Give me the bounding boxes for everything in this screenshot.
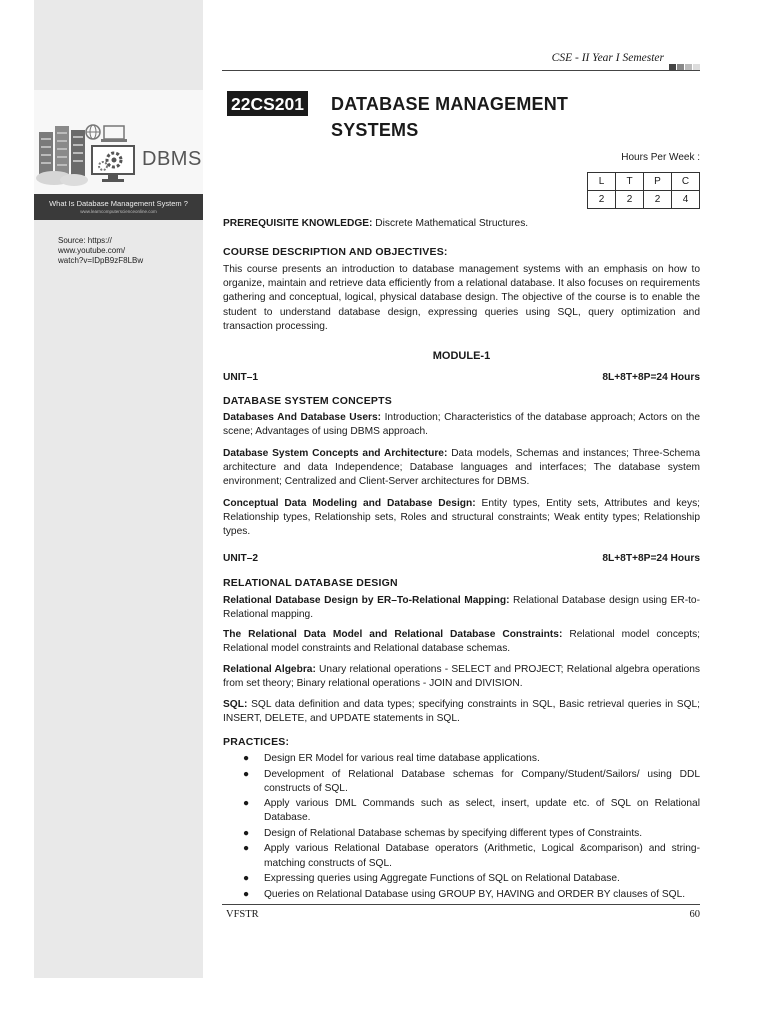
- unit2-topic: [223, 663, 700, 691]
- unit1-topic: [223, 411, 700, 439]
- prerequisite-text: Discrete Mathematical Structures.: [372, 218, 529, 229]
- course-title-line: SYSTEMS: [331, 120, 419, 140]
- hours-per-week-label: Hours Per Week :: [621, 152, 700, 163]
- database-server-illustration: [34, 90, 203, 194]
- list-item-text: Development of Relational Database schemas for Company/Student/Sailors/ using DDL constructs of SQL.: [264, 768, 700, 794]
- ltpc-value-cell: 2: [644, 191, 672, 209]
- unit2-topic: [223, 628, 700, 656]
- topic-label: The Relational Data Model and Relational Database Constraints:: [223, 629, 563, 640]
- topic-text: Introduction; Characteristics of the database approach; Actors on the scene; Advantages of using DBMS approach.: [223, 412, 700, 438]
- unit2-label: UNIT–2: [223, 553, 259, 564]
- unit1-topic: [223, 497, 700, 540]
- topic-text: SQL data definition and data types; specifying constraints in SQL, Basic retrieval queries in SQL; INSERT, DELETE, and UPDATE statements in SQL.: [223, 699, 700, 725]
- prerequisite-label: PREREQUISITE KNOWLEDGE:: [223, 218, 373, 229]
- page-footer: [222, 904, 700, 920]
- bullet-icon: ●: [243, 827, 250, 839]
- semester-label: CSE - II Year I Semester: [551, 52, 664, 64]
- description-heading: COURSE DESCRIPTION AND OBJECTIVES:: [223, 246, 448, 258]
- source-citation: [58, 236, 168, 266]
- topic-text: Unary relational operations - SELECT and PROJECT; Relational algebra operations from set theory; Binary relational operations - JOIN and DIVISION.: [223, 664, 700, 690]
- thumbnail-caption-text: What Is Database Management System ?: [49, 199, 188, 208]
- source-line[interactable]: www.youtube.com/: [58, 246, 126, 255]
- ltpc-header-cell: C: [672, 173, 700, 191]
- ltpc-value-cell: 4: [672, 191, 700, 209]
- list-item-text: Expressing queries using Aggregate Functions of SQL on Relational Database.: [264, 873, 620, 885]
- bullet-icon: ●: [243, 873, 250, 885]
- unit2-topic: [223, 594, 700, 622]
- list-item: [243, 752, 700, 766]
- page-number: 60: [689, 909, 700, 920]
- ltpc-header-cell: L: [588, 173, 616, 191]
- source-line[interactable]: watch?v=IDpB9zF8LBw: [58, 256, 144, 265]
- topic-text: Data models, Schemas and instances; Three-Schema architecture and data Independence; Database languages and interfaces; The database system environment; Centralized and Client-Server architectures for DBMS.: [223, 448, 700, 488]
- list-item-text: Queries on Relational Database using GROUP BY, HAVING and ORDER BY clauses of SQL.: [264, 888, 686, 900]
- bullet-icon: ●: [243, 768, 250, 780]
- thumbnail-caption: [34, 194, 203, 220]
- unit2-heading: RELATIONAL DATABASE DESIGN: [223, 577, 398, 589]
- thumbnail-subcaption: www.learncomputerscienceonline.com: [80, 209, 157, 214]
- topic-label: Database System Concepts and Architecture:: [223, 448, 448, 459]
- page-header: [222, 52, 700, 71]
- list-item: [243, 797, 700, 825]
- ltpc-header-row: [588, 173, 700, 191]
- list-item: [243, 827, 700, 841]
- topic-label: Conceptual Data Modeling and Database Design:: [223, 498, 476, 509]
- list-item: [243, 768, 700, 796]
- list-item: [243, 888, 700, 902]
- list-item-text: Apply various Relational Database operators (Arithmetic, Logical &comparison) and string-matching constructs of SQL.: [264, 843, 700, 869]
- course-title-line: DATABASE MANAGEMENT: [331, 94, 569, 114]
- footer-institution: VFSTR: [226, 909, 259, 920]
- topic-text: Entity types, Entity sets, Attributes and keys; Relationship types, Relationship sets, Roles and structural constraints; Weak entity types; Relationship types.: [223, 498, 700, 538]
- unit1-label: UNIT–1: [223, 372, 259, 383]
- list-item-text: Design ER Model for various real time database applications.: [264, 753, 540, 764]
- course-title: [331, 91, 568, 143]
- practices-list: [243, 752, 700, 903]
- list-item-text: Apply various DML Commands such as select, insert, update etc. of SQL on Relational Database.: [264, 798, 700, 824]
- bullet-icon: ●: [243, 888, 250, 900]
- ltpc-header-cell: P: [644, 173, 672, 191]
- source-line: Source: https://: [58, 236, 112, 245]
- topic-text: Relational model concepts; Relational model constraints and Relational database schemas.: [223, 629, 700, 655]
- ltpc-table: [587, 172, 700, 209]
- unit2-row: [223, 553, 700, 564]
- header-ornament: [668, 57, 700, 75]
- ltpc-header-cell: T: [616, 173, 644, 191]
- list-item: [243, 872, 700, 886]
- unit2-hours: 8L+8T+8P=24 Hours: [602, 553, 700, 564]
- ltpc-value-cell: 2: [588, 191, 616, 209]
- unit1-topic: [223, 447, 700, 490]
- description-text: This course presents an introduction to database management systems with an emphasis on how to organize, maintain and retrieve data efficiently from a relational database. It also focuses on requirements gathering and conceptual, logical, physical database design. The objective of the course is to enable the student to understand database design, expressing queries using SQL, query optimization and transaction processing.: [223, 264, 700, 332]
- topic-text: Relational Database design using ER-to-Relational mapping.: [223, 595, 700, 621]
- practices-heading: PRACTICES:: [223, 736, 290, 748]
- bullet-icon: ●: [243, 798, 250, 810]
- dbms-thumbnail[interactable]: [34, 90, 203, 220]
- ltpc-value-cell: 2: [616, 191, 644, 209]
- course-code: 22CS201: [227, 91, 308, 116]
- topic-label: Relational Database Design by ER–To-Relational Mapping:: [223, 595, 510, 606]
- bullet-icon: ●: [243, 843, 250, 855]
- unit1-heading: DATABASE SYSTEM CONCEPTS: [223, 395, 392, 407]
- prerequisite: [223, 217, 700, 231]
- topic-label: Databases And Database Users:: [223, 412, 382, 423]
- sidebar: [34, 0, 203, 978]
- unit2-topic: [223, 698, 700, 726]
- list-item-text: Design of Relational Database schemas by specifying different types of Constraints.: [264, 827, 643, 839]
- unit1-row: [223, 372, 700, 383]
- thumbnail-title: DBMS: [142, 148, 202, 170]
- ltpc-value-row: [588, 191, 700, 209]
- unit1-hours: 8L+8T+8P=24 Hours: [602, 372, 700, 383]
- topic-label: SQL:: [223, 699, 248, 710]
- topic-label: Relational Algebra:: [223, 664, 316, 675]
- bullet-icon: ●: [243, 753, 250, 764]
- list-item: [243, 842, 700, 870]
- module-heading: MODULE-1: [432, 350, 491, 362]
